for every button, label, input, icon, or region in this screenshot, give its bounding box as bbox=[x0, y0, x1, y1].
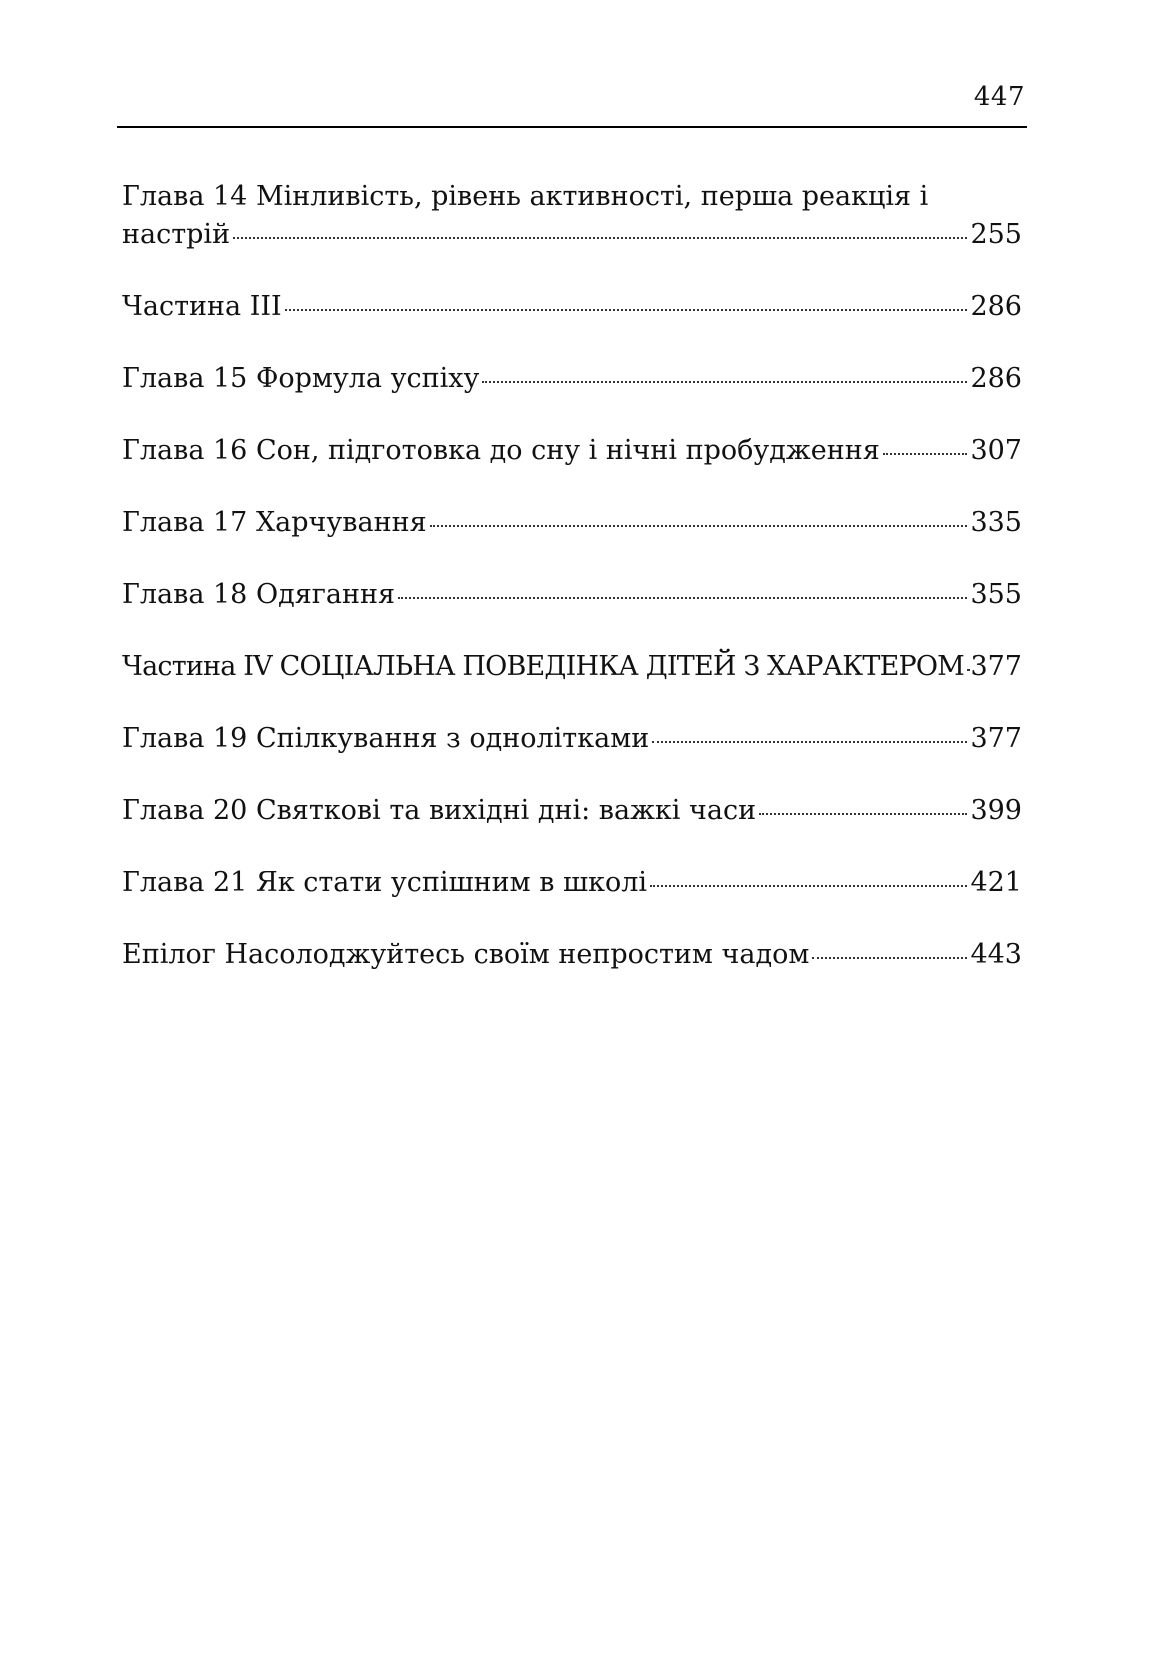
toc-entry-title: Епілог Насолоджуйтесь своїм непростим чадом bbox=[122, 939, 810, 970]
page-header bbox=[117, 80, 1027, 128]
toc-entry[interactable] bbox=[122, 864, 1022, 902]
toc-entry-title-line: Глава 14 Мінливість, рівень активності, перша реакція і bbox=[122, 181, 929, 212]
dot-leader bbox=[285, 309, 968, 311]
toc-entry-page: 421 bbox=[970, 867, 1022, 898]
toc-entry[interactable] bbox=[122, 288, 1022, 326]
toc-entry[interactable] bbox=[122, 792, 1022, 830]
dot-leader bbox=[759, 813, 967, 815]
dot-leader bbox=[812, 957, 967, 959]
toc-entry[interactable] bbox=[122, 648, 1022, 686]
dot-leader bbox=[883, 453, 968, 455]
toc-entry-title: Глава 21 Як стати успішним в школі bbox=[122, 867, 647, 898]
toc-entry[interactable] bbox=[122, 178, 1022, 254]
toc-entry-page: 335 bbox=[970, 507, 1022, 538]
toc-entry-title: Глава 20 Святкові та вихідні дні: важкі часи bbox=[122, 795, 757, 826]
dot-leader bbox=[482, 381, 967, 383]
toc-entry-page: 307 bbox=[970, 435, 1022, 466]
toc-entry[interactable] bbox=[122, 360, 1022, 398]
toc-entry-page: 286 bbox=[970, 363, 1022, 394]
toc-entry-title: Глава 18 Одягання bbox=[122, 579, 396, 610]
dot-leader bbox=[652, 741, 967, 743]
toc-entry-page: 443 bbox=[970, 939, 1022, 970]
toc-entry-page: 255 bbox=[970, 219, 1022, 250]
dot-leader bbox=[233, 237, 967, 239]
toc-entry-title: Глава 17 Харчування bbox=[122, 507, 427, 538]
toc-entry[interactable] bbox=[122, 576, 1022, 614]
toc-entry-page: 399 bbox=[970, 795, 1022, 826]
table-of-contents bbox=[122, 178, 1022, 1008]
toc-entry-page: 377 bbox=[970, 651, 1022, 682]
toc-entry-title: Глава 15 Формула успіху bbox=[122, 363, 480, 394]
toc-entry[interactable] bbox=[122, 504, 1022, 542]
toc-entry[interactable] bbox=[122, 432, 1022, 470]
toc-entry-title: Частина IV СОЦІАЛЬНА ПОВЕДІНКА ДІТЕЙ З ХАРАКТЕРОМ bbox=[122, 651, 965, 682]
toc-entry-title: Глава 16 Сон, підготовка до сну і нічні пробудження bbox=[122, 435, 880, 466]
dot-leader bbox=[430, 525, 968, 527]
toc-entry-title: настрій bbox=[122, 219, 231, 250]
toc-entry-page: 377 bbox=[970, 723, 1022, 754]
toc-entry-page: 355 bbox=[970, 579, 1022, 610]
toc-entry-title: Глава 19 Спілкування з однолітками bbox=[122, 723, 650, 754]
dot-leader bbox=[650, 885, 967, 887]
dot-leader bbox=[398, 597, 967, 599]
toc-entry[interactable] bbox=[122, 720, 1022, 758]
toc-entry-title: Частина III bbox=[122, 291, 282, 322]
toc-entry-page: 286 bbox=[970, 291, 1022, 322]
page-number: 447 bbox=[973, 82, 1025, 112]
toc-entry[interactable] bbox=[122, 936, 1022, 974]
